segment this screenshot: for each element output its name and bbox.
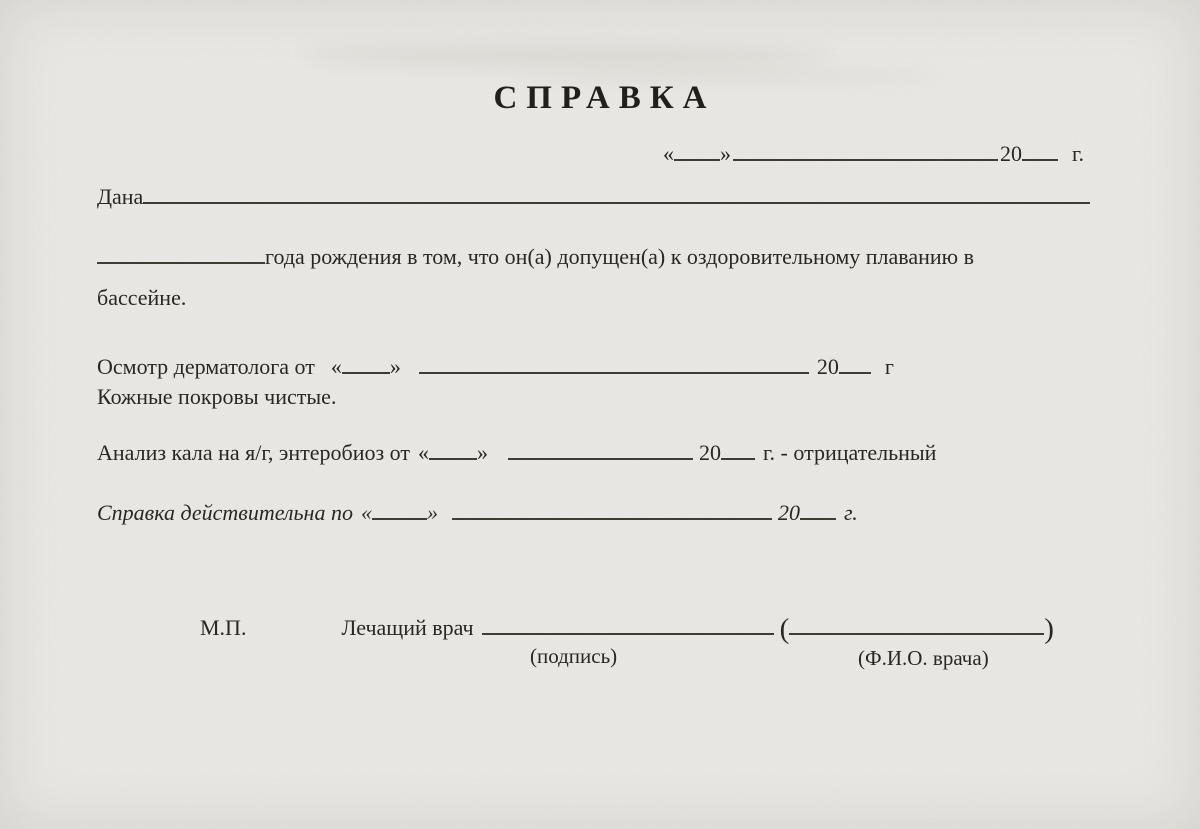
blank-birth-year: [97, 246, 265, 264]
doctor-name-caption: (Ф.И.О. врача): [858, 646, 989, 670]
scan-smudge: [300, 46, 830, 66]
year-century: 20: [777, 500, 800, 525]
blank-validity-year: [800, 502, 836, 520]
analysis-label: Анализ кала на я/г, энтеробиоз от: [97, 440, 411, 465]
validity-line: [97, 499, 858, 527]
birth-text: года рождения в том, что он(а) допущен(а) к оздоровительному плаванию в: [265, 244, 974, 269]
blank-exam-month: [419, 356, 809, 374]
open-paren: (: [779, 613, 790, 645]
year-suffix: г.: [843, 500, 858, 525]
open-quote: «: [418, 440, 430, 465]
blank-analysis-day: [429, 442, 477, 460]
skin-text: Кожные покровы чистые.: [97, 384, 337, 409]
blank-day: [674, 143, 720, 161]
close-quote: »: [389, 354, 401, 379]
blank-issued-to: [143, 186, 1090, 204]
blank-exam-year: [839, 356, 871, 374]
blank-year: [1022, 143, 1058, 161]
analysis-result: г. - отрицательный: [763, 440, 937, 465]
blank-signature: [482, 617, 774, 635]
header-date-line: [663, 140, 1084, 168]
validity-label: Справка действительна по: [97, 500, 353, 525]
blank-month: [733, 143, 998, 161]
blank-doctor-name: [789, 617, 1044, 635]
blank-exam-day: [342, 356, 390, 374]
year-suffix: г.: [1072, 141, 1085, 166]
doctor-label: Лечащий врач: [341, 615, 474, 640]
year-century: 20: [816, 354, 839, 379]
blank-validity-month: [452, 502, 772, 520]
close-quote: »: [426, 500, 438, 525]
blank-analysis-year: [721, 442, 755, 460]
dermatologist-line: [97, 353, 894, 381]
signature-line: [200, 614, 1054, 644]
issued-label: Дана: [97, 184, 144, 209]
year-century: 20: [1000, 141, 1022, 166]
certificate-title: СПРАВКА: [493, 80, 716, 116]
open-quote: «: [663, 141, 674, 166]
close-quote: »: [477, 440, 489, 465]
issued-to-line: [97, 183, 1090, 211]
dermatologist-label: Осмотр дерматолога от: [97, 354, 315, 379]
blank-validity-day: [372, 502, 427, 520]
blank-analysis-month: [508, 442, 693, 460]
analysis-line: [97, 439, 936, 467]
signature-caption: (подпись): [530, 644, 618, 668]
year-century: 20: [699, 440, 722, 465]
year-suffix: г: [884, 354, 894, 379]
close-quote: »: [720, 141, 731, 166]
birth-line: [97, 243, 974, 271]
pool-text: бассейне.: [97, 285, 187, 310]
stamp-place-label: М.П.: [200, 615, 247, 640]
open-quote: «: [330, 354, 342, 379]
close-paren: ): [1044, 613, 1054, 645]
open-quote: «: [360, 500, 372, 525]
